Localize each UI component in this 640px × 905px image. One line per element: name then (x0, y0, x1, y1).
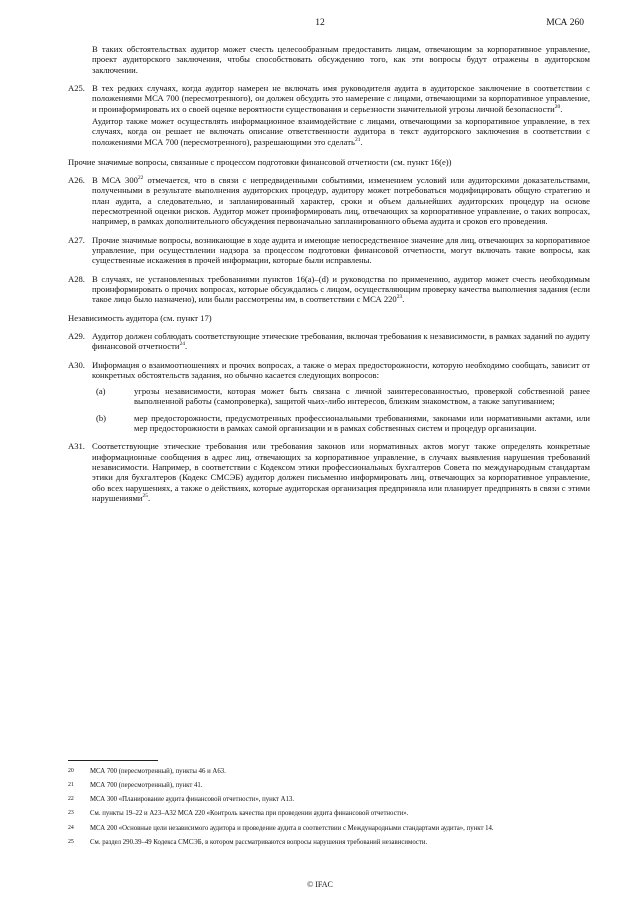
footnote (68, 782, 590, 790)
list-item (92, 386, 590, 407)
list-item-text: мер предосторожности, предусмотренных профессиональными требованиями, законами или нормативными актами, или мер предосторожности в рамках самой организации и в рамках собственных систем и процедур организации. (134, 412, 590, 434)
footnote-number: 24 (68, 824, 74, 831)
footnote-ref: 25 (142, 493, 149, 500)
footnote-text: См. пункты 19–22 и A23–A32 МСА 220 «Контроль качества при проведении аудита финансовой отчетности». (90, 810, 409, 818)
footnote-ref: 23 (396, 294, 403, 301)
footnote-ref: 24 (179, 341, 185, 348)
paragraph-a29 (68, 331, 590, 352)
footnote (68, 810, 590, 818)
paragraph-number: А28. (68, 273, 85, 284)
footnote-number: 22 (68, 796, 74, 803)
list-item (92, 413, 590, 434)
footnote-number: 23 (68, 810, 74, 817)
footnote-text: См. раздел 290.39–49 Кодекса СМСЭБ, в котором рассматриваются вопросы нарушения требований независимости. (90, 838, 428, 846)
paragraph-text: Прочие значимые вопросы, возникающие в ходе аудита и имеющие непосредственное значение для лиц, отвечающих за корпоративное управление, при осуществлении надзора за процессом подготовки финансовой отчетности, могут включать такие вопросы, как существенные искажения в прочей информации, которые были исправлены. (92, 234, 590, 266)
footnote-number: 21 (68, 782, 74, 789)
footnote-text: МСА 200 «Основные цели независимого аудитора и проведение аудита в соответствии с Международными стандартами аудита», пункт 14. (90, 824, 494, 832)
footnote (68, 839, 590, 847)
section-heading: Независимость аудитора (см. пункт 17) (68, 312, 212, 323)
footnote (68, 796, 590, 804)
footnotes (68, 768, 590, 853)
paragraph-text: В случаях, не установленных требованиями пунктов 16(a)–(d) и руководства по применению, аудитор может счесть необходимым проинформировать о прочих вопросах, которые обсуждались с лицом, осуществляющим проверку качества выполнения задания (если такое лицо было назначено), или были рассмотрены им, в соответствии с МСА $220^{23}$. (92, 273, 590, 305)
footnote-number: 25 (68, 838, 74, 845)
page-footer: © IFAC (307, 880, 333, 889)
paragraph-a30 (68, 360, 590, 434)
intro-paragraph: В таких обстоятельствах аудитор может счесть целесообразным предоставить лицам, отвечающим за корпоративное управление, проект аудиторского заключения, чтобы способствовать обсуждению того, как эти вопросы будут отражены в аудиторском заключении. (92, 44, 590, 75)
paragraph-number: А29. (68, 330, 85, 341)
paragraph-text: Аудитор должен соблюдать соответствующие этические требования, включая требования к независимости, в рамках заданий по аудиту финансовой отчетности$^{24}$. (92, 330, 590, 352)
paragraph-a26 (68, 175, 590, 227)
document-body (68, 44, 590, 511)
footnote (68, 768, 590, 776)
paragraph-a28 (68, 274, 590, 305)
footnote-divider (68, 760, 158, 761)
footnote-text: МСА 300 «Планирование аудита финансовой отчетности», пункт A13. (90, 796, 295, 804)
page-number: 12 (315, 18, 325, 28)
footnote (68, 825, 590, 833)
paragraph-number: А27. (68, 234, 85, 245)
list-item-text: угрозы независимости, которая может быть связана с личной заинтересованностью, проверкой собственной ранее выполненной работы (самопроверка), защитой чьих-либо интересов, близким знакомством, а также запугиванием; (134, 386, 590, 407)
list-item-label: (b) (96, 412, 107, 423)
standard-label: МСА 260 (546, 18, 584, 28)
footnote-ref: 22 (137, 175, 144, 182)
paragraph-text: Аудитор также может осуществлять информационное взаимодействие с лицами, отвечающими за корпоративное управление, в тех случаях, когда он решает не включать описание ответственности аудитора в текст аудиторского заключения в соответствии с положениями МСА 700 (пересмотренного), разрешающими это сделать$^{21}$. (92, 115, 590, 147)
footnote-text: МСА 700 (пересмотренный), пункты 46 и A63. (90, 768, 226, 775)
footnote-ref: 21 (354, 136, 361, 143)
paragraph-text: В тех редких случаях, когда аудитор намерен не включать имя руководителя аудита в аудиторское заключение в соответствии с положениями МСА 700 (пересмотренного), он должен обсудить это намерение с лицами, отвечающими за корпоративное управление, и проинформировать их о своей оценке вероятности существования и серьезности значительной угрозы личной безопасности$^{20}$. (92, 82, 590, 114)
paragraph-text: В МСА $300^{22}$ отмечается, что в связи с непредвиденными событиями, изменением условий или аудиторскими доказательствами, полученными в результате выполнения аудиторских процедур, аудитору может потребоваться модифицировать общую стратегию и план аудита, а следовательно, и запланированный характер, сроки и объем дальнейших аудиторских процедур на основе пересмотренной оценки рисков. Аудитор может проинформировать лиц, отвечающих за корпоративное управление, о таких вопросах, например, в рамках дополнительного обсуждения первоначально запланированного объема аудита и сроков его проведения. (92, 175, 590, 227)
paragraph-number: А26. (68, 175, 85, 186)
footnote-number: 20 (68, 768, 74, 774)
paragraph-a27 (68, 235, 590, 266)
paragraph-a31 (68, 441, 590, 503)
list-item-label: (a) (96, 386, 106, 397)
paragraph-text: Соответствующие этические требования или требования законов или нормативных актов могут также определять конкретные информационные сообщения в адрес лиц, отвечающих за корпоративное управление, в случаях выявления нарушения требований независимости. Например, в соответствии с Кодексом этики профессиональных бухгалтеров Совета по международным стандартам этики для бухгалтеров (Кодекс СМСЭБ) аудитор должен письменно информировать лиц, отвечающих за корпоративное управление, обо всех нарушениях, а также о действиях, которые аудиторская организация предприняла или планирует предпринять в связи с этими нарушениями$^{25}$. (92, 441, 590, 503)
footnote-text: МСА 700 (пересмотренный), пункт 41. (90, 782, 203, 790)
paragraph-number: А25. (68, 82, 85, 93)
paragraph-number: А30. (68, 359, 85, 370)
section-heading: Прочие значимые вопросы, связанные с процессом подготовки финансовой отчетности (см. пункт 16(e)) (68, 156, 452, 167)
paragraph-a25 (68, 83, 590, 149)
paragraph-text: Информация о взаимоотношениях и прочих вопросах, а также о мерах предосторожности, которую необходимо сообщать, зависит от конкретных обстоятельств задания, но обычно касается следующих вопросов: (92, 359, 590, 380)
paragraph-number: А31. (68, 441, 85, 452)
footnote-ref: 20 (554, 103, 561, 110)
